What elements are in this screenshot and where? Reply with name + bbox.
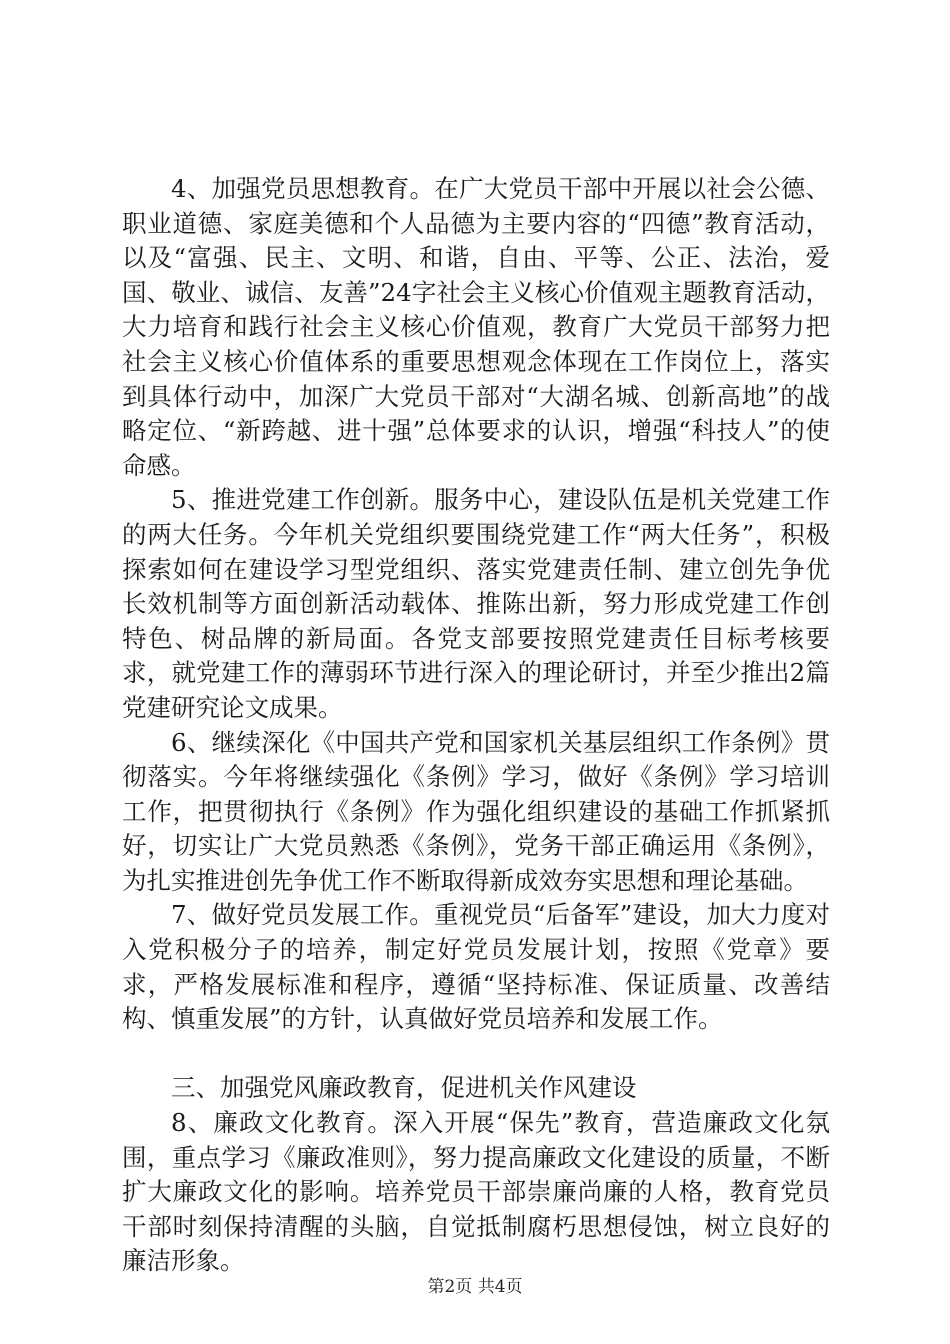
- document-body: [122, 172, 830, 1279]
- paragraph-item-6: 6、继续深化《中国共产党和国家机关基层组织工作条例》贯彻落实。今年将继续强化《条例》学习，做好《条例》学习培训工作，把贯彻执行《条例》作为强化组织建设的基础工作抓紧抓好，切实让广大党员熟悉《条例》，党务干部正确运用《条例》，为扎实推进创先争优工作不断取得新成效夯实思想和理论基础。: [122, 727, 830, 895]
- paragraph-item-8: 8、廉政文化教育。深入开展“保先”教育，营造廉政文化氛围，重点学习《廉政准则》，努力提高廉政文化建设的质量，不断扩大廉政文化的影响。培养党员干部崇廉尚廉的人格，教育党员干部时刻保持清醒的头脑，自觉抵制腐朽思想侵蚀，树立良好的廉洁形象。: [122, 1108, 830, 1276]
- page-footer: [0, 1272, 950, 1297]
- paragraph-item-7: 7、做好党员发展工作。重视党员“后备军”建设，加大力度对入党积极分子的培养，制定好党员发展计划，按照《党章》要求，严格发展标准和程序，遵循“坚持标准、保证质量、改善结构、慎重发展”的方针，认真做好党员培养和发展工作。: [122, 900, 830, 1034]
- section-heading: 三、加强党风廉政教育，促进机关作风建设: [171, 1073, 637, 1103]
- page-indicator: 第2页 共4页: [427, 1277, 523, 1297]
- paragraph-item-5: 5、推进党建工作创新。服务中心，建设队伍是机关党建工作的两大任务。今年机关党组织要围绕党建工作“两大任务”，积极探索如何在建设学习型党组织、落实党建责任制、建立创先争优长效机制等方面创新活动载体、推陈出新，努力形成党建工作创特色、树品牌的新局面。各党支部要按照党建责任目标考核要求，就党建工作的薄弱环节进行深入的理论研讨，并至少推出2篇党建研究论文成果。: [122, 485, 830, 722]
- paragraph-item-4: 4、加强党员思想教育。在广大党员干部中开展以社会公德、职业道德、家庭美德和个人品德为主要内容的“四德”教育活动，以及“富强、民主、文明、和谐，自由、平等、公正、法治，爱国、敬业、诚信、友善”24字社会主义核心价值观主题教育活动，大力培育和践行社会主义核心价值观，教育广大党员干部努力把社会主义核心价值体系的重要思想观念体现在工作岗位上，落实到具体行动中，加深广大党员干部对“大湖名城、创新高地”的战略定位、“新跨越、进十强”总体要求的认识，增强“科技人”的使命感。: [122, 174, 830, 480]
